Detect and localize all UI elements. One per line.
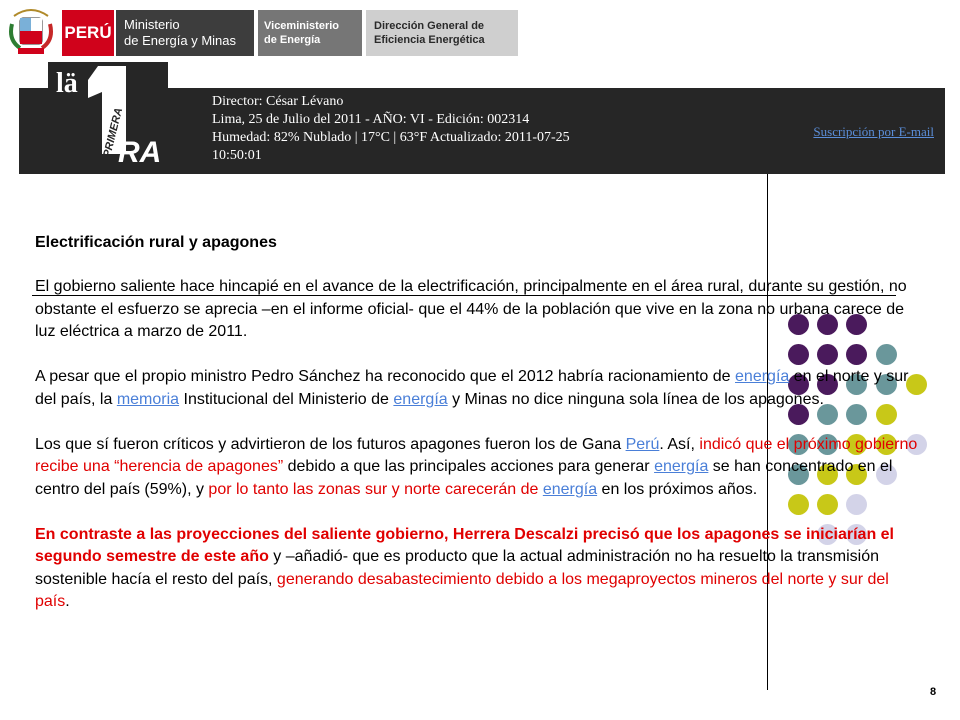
government-header (0, 0, 960, 60)
director-line: Director: César Lévano (212, 94, 344, 109)
weather-line: Humedad: 82% Nublado | 17°C | 63°F Actualizado: 2011-07-25 (212, 130, 570, 145)
p2-text-c: Institucional del Ministerio de (179, 390, 394, 408)
p3-text-c: debido a que las principales acciones para generar (283, 458, 655, 475)
energia-link[interactable]: energía (542, 480, 598, 498)
p3-red-text-2: por lo tanto las zonas sur y norte carecerán de (208, 480, 543, 498)
peru-label: PERÚ (62, 10, 114, 56)
memoria-link[interactable]: memoria (116, 390, 180, 408)
vice-ministry-label (258, 10, 362, 56)
la-primera-logo (48, 62, 168, 174)
svg-text:lä: lä (56, 68, 78, 99)
directorate-line-2: Eficiencia Energética (374, 34, 485, 46)
article-title: Electrificación rural y apagones (35, 234, 277, 251)
p3-text-d: se han concentrado en el centro del país (59%), y (35, 458, 893, 498)
ministry-line-2: de Energía y Minas (124, 33, 237, 48)
edition-line: Lima, 25 de Julio del 2011 - AÑO: VI - Edición: 002314 (212, 112, 530, 127)
ministry-label (116, 10, 254, 56)
paragraph-3 (35, 434, 925, 502)
p2-text-a: A pesar que el propio ministro Pedro Sánchez ha reconocido que el 2012 habría racionamiento de (35, 368, 736, 385)
coat-of-arms-icon (6, 2, 56, 58)
ministry-line-1: Ministerio (124, 17, 180, 32)
directorate-line-1: Dirección General de (374, 20, 485, 32)
p3-text-a: Los que sí fueron críticos y advirtieron de los futuros apagones fueron los de Gana (35, 435, 626, 453)
peru-link[interactable]: Perú (625, 435, 660, 453)
p4-text-b: . (65, 593, 70, 610)
p2-text-b: en el norte y sur del país, la (35, 368, 909, 408)
p4-red-text: generando desabastecimiento debido a los megaproyectos mineros del norte y sur del país (35, 570, 889, 610)
p3-text-e: en los próximos años. (597, 480, 758, 498)
vice-ministry-line-1: Viceministerio (264, 20, 339, 32)
p3-text-b: . Así, (659, 435, 700, 453)
energia-link[interactable]: energía (654, 458, 709, 475)
energia-link[interactable]: energía (393, 390, 448, 408)
vice-ministry-line-2: de Energía (264, 34, 321, 46)
article-body (35, 232, 925, 636)
paragraph-4 (35, 524, 925, 614)
p2-text-d: y Minas no dice ninguna sola línea de los apagones. (447, 390, 824, 408)
p4-text-a: y –añadió- que es producto que la actual administración no ha resuelto la transmisión sostenible hacía el resto del país, (35, 548, 879, 588)
edition-info (212, 93, 632, 165)
p3-red-text-1: indicó que el próximo gobierno recibe una “herencia de apagones” (35, 435, 918, 475)
svg-text:PRIMERA: PRIMERA (101, 106, 126, 159)
paragraph-1: El gobierno saliente hace hincapié en el avance de la electrificación, principalmente en el área rural, durante su gestión, no obstante el esfuerzo se aprecia –en el informe oficial- que el 44% de la población que vive en la zona no urbana carece de luz eléctrica a marzo de 2011. (35, 278, 907, 340)
page-number: 8 (930, 686, 937, 698)
time-line: 10:50:01 (212, 148, 262, 163)
paragraph-2 (35, 366, 925, 411)
email-subscription-link[interactable]: Suscripción por E-mail (813, 124, 934, 139)
svg-text:RA: RA (118, 136, 162, 169)
p4-bold-red-text: En contraste a las proyecciones del saliente gobierno, Herrera Descalzi precisó que los apagones se iniciarían el segundo semestre de este año (35, 525, 894, 565)
directorate-label (366, 10, 518, 56)
energia-link[interactable]: energía (735, 368, 790, 385)
